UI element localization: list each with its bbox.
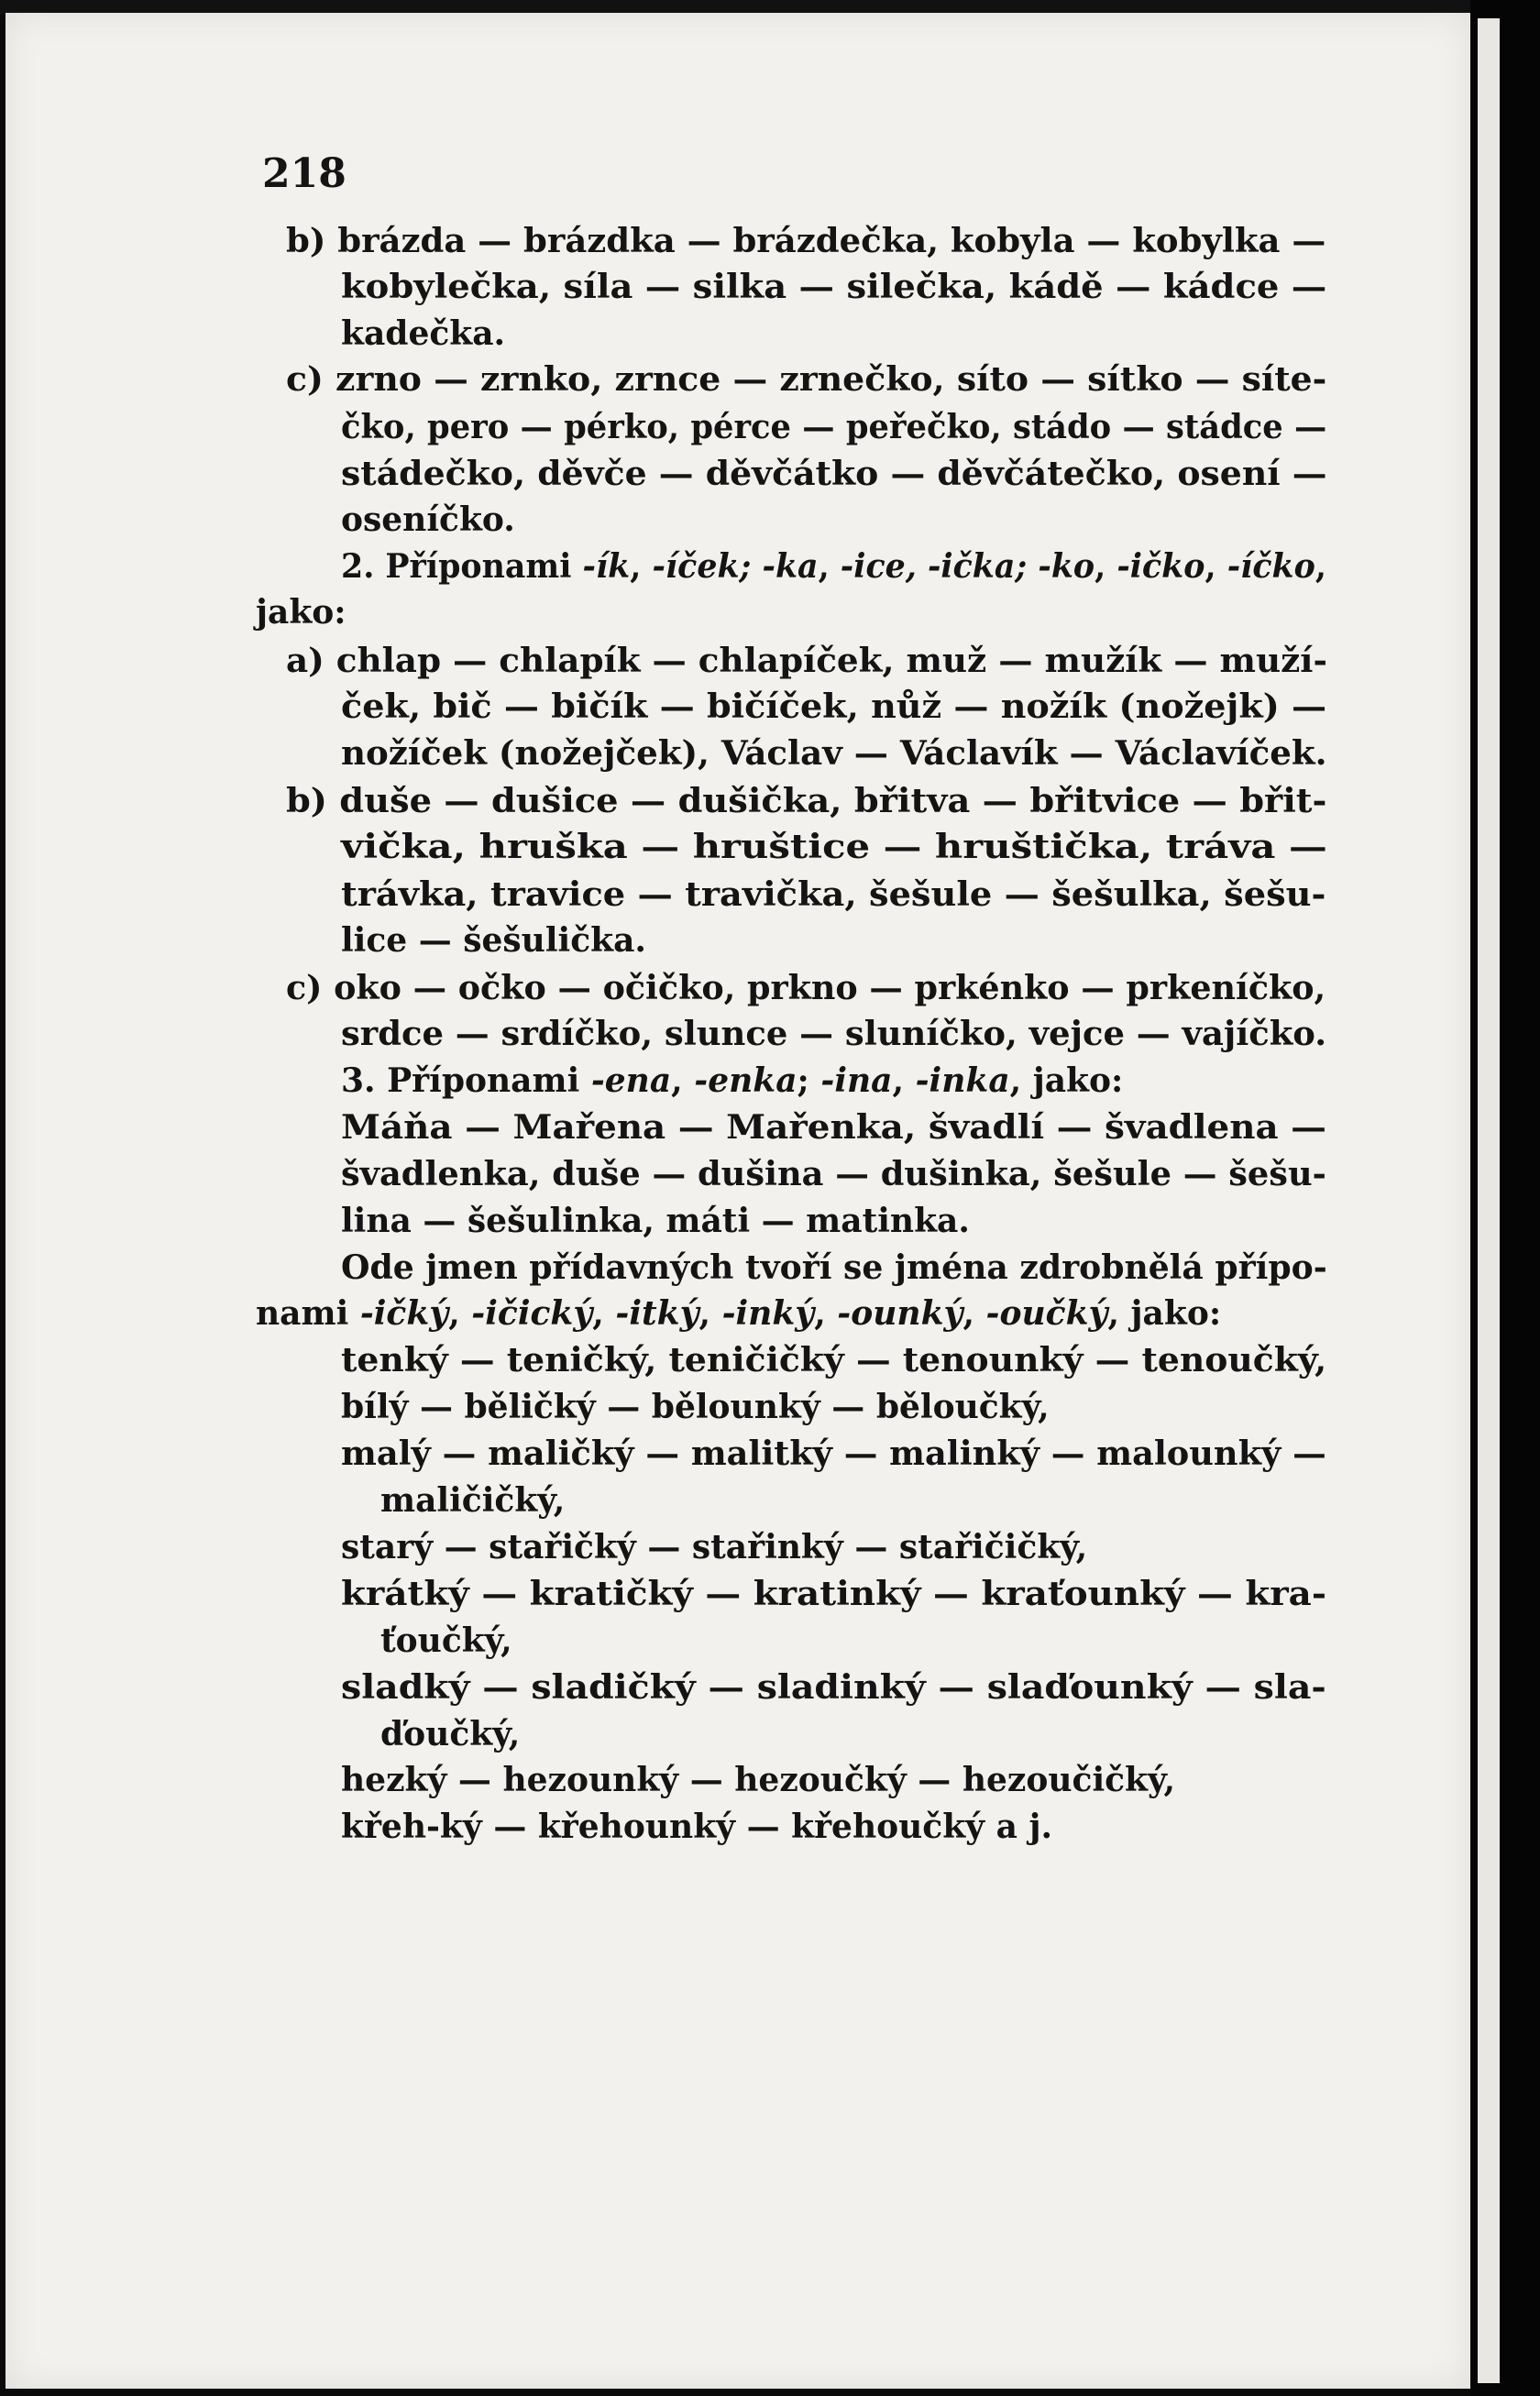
text-line — [341, 448, 1327, 500]
text-line — [341, 1335, 1326, 1386]
line-segment: srdce — srdíčko, slunce — sluníčko, vejce — vajíčko. — [341, 1015, 1327, 1053]
line-segment: , jako: — [1009, 1061, 1124, 1100]
line-segment: lina — šešulinka, máti — matinka. — [341, 1202, 970, 1240]
line-segment: , jako: — [1107, 1294, 1222, 1333]
text-line — [256, 587, 346, 638]
text-line — [256, 1288, 1221, 1339]
text-line — [286, 354, 1326, 405]
line-segment: ček, bič — bičík — bičíček, nůž — nožík (nožejk) — — [341, 687, 1327, 726]
suffix-italic: -ičko — [1116, 547, 1205, 586]
text-line — [341, 261, 1326, 313]
line-segment: oseníčko. — [341, 500, 515, 539]
suffix-italic: -ík — [582, 547, 631, 586]
text-line — [341, 1102, 1326, 1153]
line-segment: bílý — běličký — bělounký — běloučký, — [341, 1388, 1050, 1426]
book-page — [6, 13, 1470, 2389]
line-segment — [1027, 547, 1038, 586]
line-segment: krátký — kratičký — kratinký — kraťounký — kra- — [341, 1575, 1326, 1613]
text-line — [341, 1195, 970, 1247]
suffix-italic: -íček; — [652, 547, 752, 586]
text-line — [341, 541, 1326, 592]
text-line — [286, 962, 1326, 1014]
text-line — [341, 1149, 1326, 1200]
suffix-italic: -enka — [694, 1061, 798, 1100]
line-segment: malý — maličký — malitký — malinký — malounký — — [341, 1434, 1326, 1473]
text-line — [341, 494, 515, 545]
text-line — [341, 308, 505, 359]
line-segment: jako: — [256, 593, 346, 632]
line-segment: lice — šešulička. — [341, 921, 646, 960]
line-segment: maličičký, — [380, 1481, 566, 1520]
text-line — [380, 1475, 565, 1526]
text-line — [341, 1055, 1123, 1106]
line-segment: švadlenka, duše — dušina — dušinka, šešule — šešu- — [341, 1155, 1326, 1193]
text-line — [341, 1662, 1326, 1713]
line-segment — [917, 547, 928, 586]
text-line — [341, 1381, 1050, 1433]
line-segment: a) chlap — chlapík — chlapíček, muž — mužík — muží- — [286, 642, 1327, 680]
suffix-italic: -inka — [915, 1061, 1010, 1100]
line-segment: křeh-ký — křehounký — křehoučký a j. — [341, 1808, 1053, 1846]
line-segment: 2. Příponami — [341, 547, 583, 586]
suffix-italic: -ina — [820, 1061, 893, 1100]
suffix-italic: -ko — [1038, 547, 1095, 586]
text-line — [341, 1242, 1327, 1293]
line-segment: ; — [797, 1061, 821, 1100]
line-segment: , — [892, 1061, 916, 1100]
text-line — [341, 1754, 1175, 1806]
line-segment: c) zrno — zrnko, zrnce — zrnečko, síto — sítko — síte- — [286, 360, 1327, 399]
line-segment: , — [698, 1294, 722, 1333]
text-line — [341, 1568, 1326, 1620]
line-segment: , — [592, 1294, 616, 1333]
text-line — [341, 1522, 1087, 1573]
text-line — [380, 1615, 512, 1666]
suffix-italic: -ice, — [840, 547, 917, 586]
text-line — [341, 821, 1327, 873]
line-segment: Máňa — Mařena — Mařenka, švadlí — švadlena — — [341, 1108, 1327, 1147]
suffix-italic: -oučký — [985, 1294, 1108, 1333]
line-segment: kobylečka, síla — silka — silečka, kádě — kádce — — [341, 268, 1327, 306]
suffix-italic: -ička; — [927, 547, 1028, 586]
suffix-italic: -ka — [762, 547, 819, 586]
line-segment: ďoučký, — [380, 1715, 521, 1753]
line-segment: nami — [256, 1294, 360, 1333]
line-segment: , — [814, 1294, 838, 1333]
page-number: 218 — [262, 150, 346, 197]
suffix-italic: -ounký — [837, 1294, 963, 1333]
text-line — [380, 1709, 520, 1760]
line-segment: tenký — teničký, teničičký — tenounký — tenoučký, — [341, 1341, 1327, 1379]
line-segment: trávka, travice — travička, šešule — šešulka, šešu- — [341, 875, 1326, 914]
line-segment: b) brázda — brázdka — brázdečka, kobyla — kobylka — — [286, 222, 1326, 260]
line-segment: , — [1094, 547, 1117, 586]
line-segment: , — [962, 1294, 986, 1333]
text-line — [286, 215, 1326, 267]
text-line — [286, 635, 1327, 687]
next-page-edge — [1478, 18, 1500, 2383]
line-segment: starý — stařičký — stařinký — stařičičký, — [341, 1528, 1088, 1566]
text-line — [341, 1428, 1326, 1479]
line-segment: , — [1314, 547, 1326, 586]
text-line — [341, 728, 1327, 779]
line-segment: b) duše — dušice — dušička, břitva — břitvice — břit- — [286, 782, 1327, 820]
line-segment: vička, hruška — hruštice — hruštička, tráva — — [341, 828, 1327, 866]
suffix-italic: -inký — [721, 1294, 815, 1333]
line-segment: c) oko — očko — očičko, prkno — prkénko — prkeníčko, — [286, 969, 1326, 1007]
line-segment: hezký — hezounký — hezoučký — hezoučičký, — [341, 1761, 1175, 1799]
text-line — [341, 869, 1326, 920]
suffix-italic: -íčko — [1226, 547, 1315, 586]
text-line — [341, 1801, 1052, 1852]
text-line — [341, 1008, 1326, 1060]
line-segment: kadečka. — [341, 314, 506, 353]
line-segment: , — [1204, 547, 1227, 586]
line-segment: , — [448, 1294, 472, 1333]
text-line — [286, 775, 1326, 827]
suffix-italic: -ičký — [359, 1294, 449, 1333]
page-text — [6, 13, 1470, 2389]
line-segment: , — [630, 547, 653, 586]
line-segment: stádečko, děvče — děvčátko — děvčátečko, osení — — [341, 455, 1327, 493]
line-segment: sladký — sladičký — sladinký — slaďounký — sla- — [341, 1668, 1326, 1707]
line-segment: nožíček (nožejček), Václav — Václavík — Václavíček. — [341, 734, 1327, 773]
line-segment: ťoučký, — [380, 1621, 512, 1660]
suffix-italic: -ena — [590, 1061, 672, 1100]
suffix-italic: -ičický — [471, 1294, 593, 1333]
text-line — [341, 401, 1326, 453]
line-segment: čko, pero — pérko, pérce — peřečko, stádo — stádce — — [341, 408, 1327, 446]
text-line — [341, 915, 646, 966]
line-segment: , — [671, 1061, 695, 1100]
line-segment: 3. Příponami — [341, 1061, 591, 1100]
text-line — [341, 681, 1326, 732]
line-segment — [751, 547, 762, 586]
line-segment: , — [818, 547, 841, 586]
line-segment: Ode jmen přídavných tvoří se jména zdrobnělá přípo- — [341, 1248, 1327, 1287]
suffix-italic: -itký — [615, 1294, 699, 1333]
